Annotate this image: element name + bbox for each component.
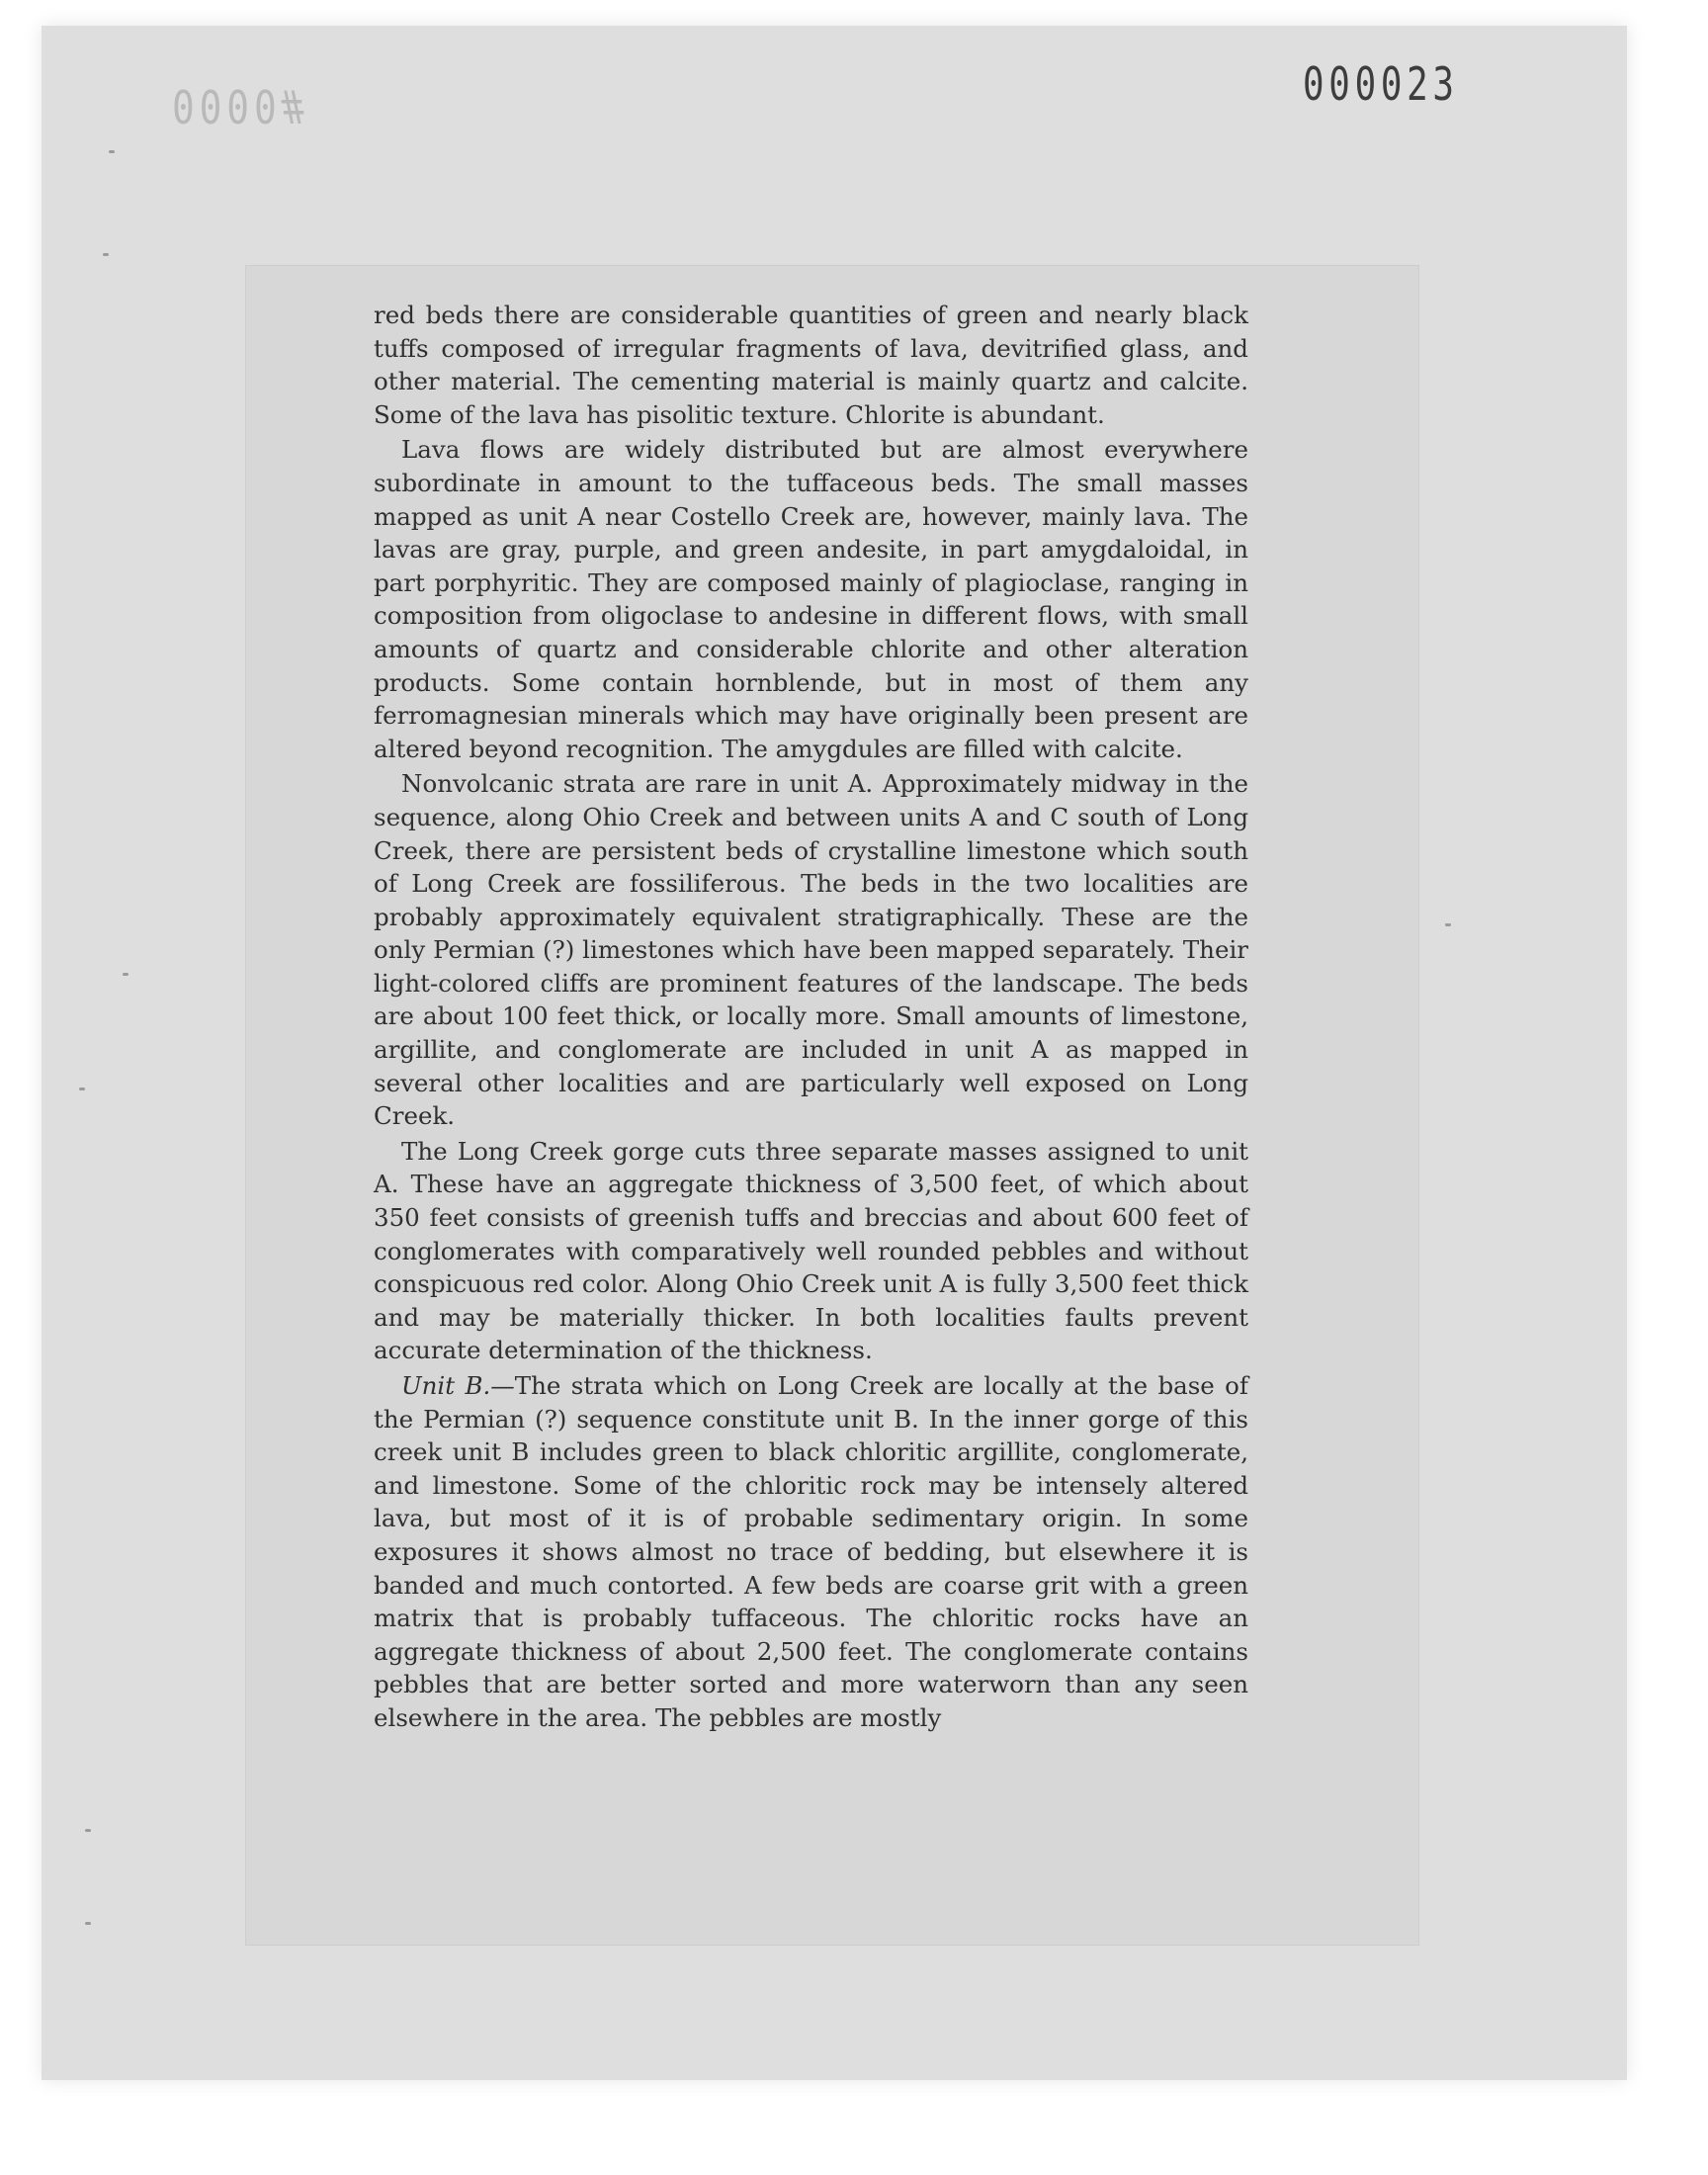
scan-speck [85, 1829, 91, 1832]
paragraph-unit-b [374, 1369, 1248, 1735]
scan-speck [79, 1088, 85, 1090]
paragraph-long-creek-gorge: The Long Creek gorge cuts three separate masses assigned to unit A. These have an aggregate thickness of 3,500 feet, of which about 350 feet consists of greenish tuffs and breccias and about 600 feet of conglomerates with comparatively well rounded pebbles and without conspicuous red color. Along Ohio Creek unit A is fully 3,500 feet thick and may be materially thicker. In both localities faults prevent accurate determination of the thickness. [374, 1136, 1248, 1365]
scan-speck [103, 253, 109, 256]
paragraph-nonvolcanic-strata: Nonvolcanic strata are rare in unit A. Approximately midway in the sequence, along Ohio Creek and between units A and C south of Long Creek, there are persistent beds of crystalline limestone which south of Long Creek are fossiliferous. The beds in the two localities are probably approximately equivalent stratigraphically. These are the only Permian (?) limestones which have been mapped separately. Their light-colored cliffs are prominent features of the landscape. The beds are about 100 feet thick, or locally more. Small amounts of limestone, argillite, and conglomerate are included in unit A as mapped in several other localities and are particularly well exposed on Long Creek. [374, 769, 1248, 1131]
scan-speck [85, 1922, 91, 1925]
unit-b-heading: Unit B. [401, 1371, 491, 1400]
paragraph-tuffs: red beds there are considerable quantities of green and nearly black tuffs composed of irregular fragments of lava, devitrified glass, and other material. The cementing material is mainly quartz and calcite. Some of the lava has pisolitic texture. Chlorite is abundant. [374, 301, 1248, 429]
scan-speck [1445, 923, 1451, 926]
scan-speck [123, 973, 128, 976]
scan-speck [109, 150, 115, 153]
paragraph-lava-flows: Lava flows are widely distributed but are almost everywhere subordinate in amount to the tuffaceous beds. The small masses mapped as unit A near Costello Creek are, however, mainly lava. The lavas are gray, purple, and green andesite, in part amygdaloidal, in part porphyritic. They are composed mainly of plagioclase, ranging in composition from oligoclase to andesine in different flows, with small amounts of quartz and considerable chlorite and other alteration products. Some contain hornblende, but in most of them any ferromagnesian minerals which may have originally been present are altered beyond recognition. The amygdules are filled with calcite. [374, 435, 1248, 763]
page-number: 000023 [1303, 57, 1459, 111]
body-text [374, 299, 1248, 1737]
unit-b-text: —The strata which on Long Creek are locally at the base of the Permian (?) sequence constitute unit B. In the inner gorge of this creek unit B includes green to black chloritic argillite, conglomerate, and limestone. Some of the chloritic rock may be intensely altered lava, but most of it is of probable sedimentary origin. In some exposures it shows almost no trace of bedding, but elsewhere it is banded and much contorted. A few beds are coarse grit with a green matrix that is probably tuffaceous. The chloritic rocks have an aggregate thickness of about 2,500 feet. The conglomerate contains pebbles that are better sorted and more waterworn than any seen elsewhere in the area. The pebbles are mostly [374, 1371, 1248, 1732]
show-through-page-number: #0000 [167, 81, 304, 134]
